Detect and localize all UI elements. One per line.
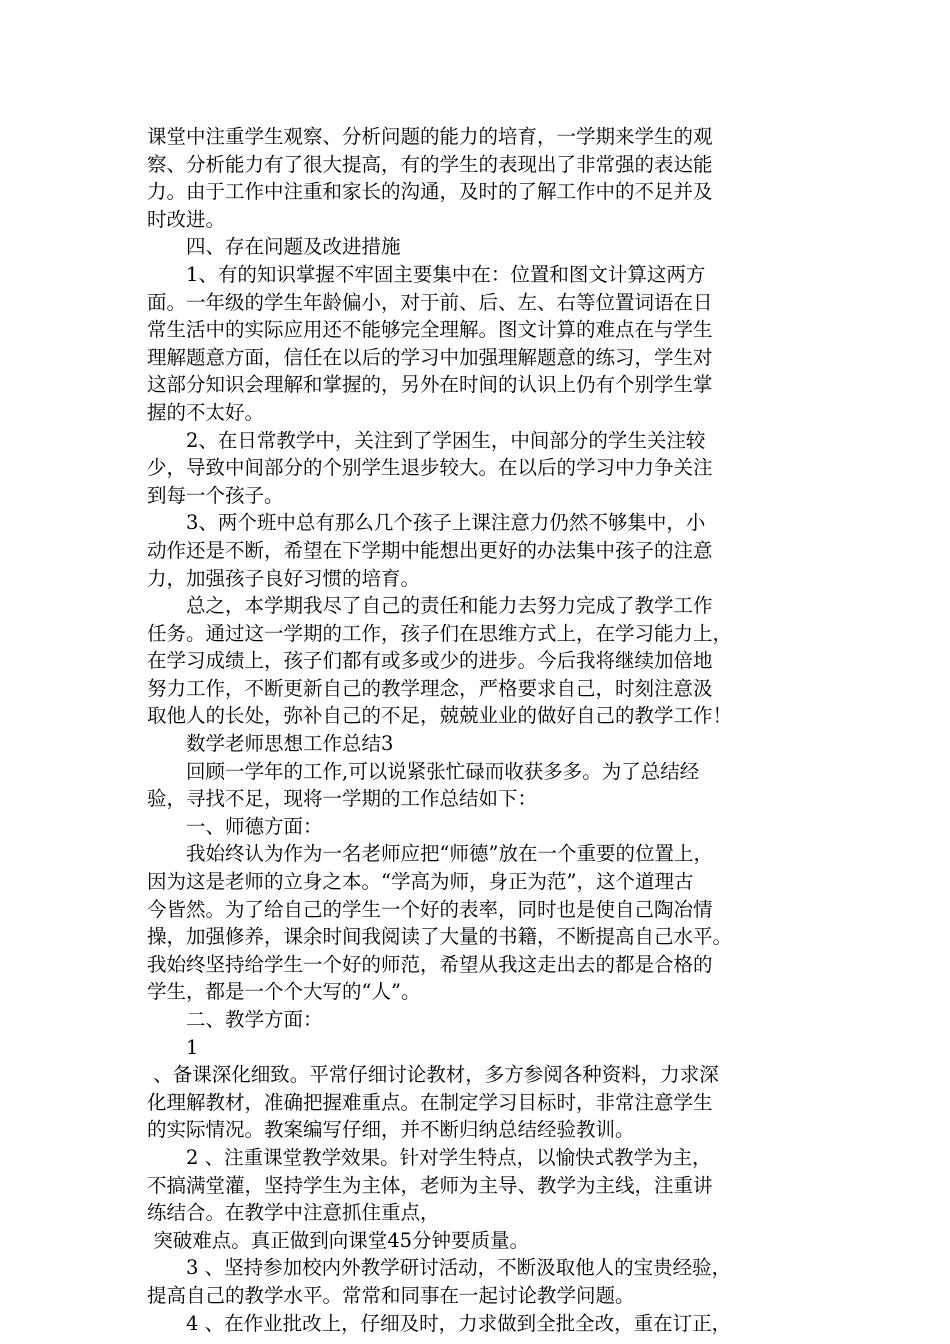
text-line: 今皆然。为了给自己的学生一个好的表率，同时也是使自己陶冶情 (147, 897, 713, 921)
text-line: 回顾一学年的工作,可以说紧张忙碌而收获多多。为了总结经 (147, 759, 700, 783)
text-line: 化理解教材，准确把握难重点。在制定学习目标时，非常注意学生 (147, 1090, 713, 1114)
text-line: 这部分知识会理解和掌握的，另外在时间的认识上仍有个别学生掌 (147, 373, 713, 397)
section-heading: 二、教学方面： (147, 1008, 323, 1031)
text-line: 3、两个班中总有那么几个孩子上课注意力仍然不够集中，小 (147, 511, 706, 535)
text-line: 课堂中注重学生观察、分析问题的能力的培育，一学期来学生的观 (147, 125, 713, 148)
text-line: 少，导致中间部分的个别学生退步较大。在以后的学习中力争关注 (147, 456, 713, 480)
text-line: 练结合。在教学中注意抓住重点， (147, 1201, 440, 1225)
text-line: 任务。通过这一学期的工作，孩子们在思维方式上，在学习能力上， (147, 621, 733, 645)
text-line: 时改进。 (147, 207, 226, 231)
text-line: 力。由于工作中注重和家长的沟通，及时的了解工作中的不足并及 (147, 180, 713, 204)
text-line: 提高自己的教学水平。常常和同事在一起讨论教学问题。 (147, 1283, 635, 1307)
text-line: 常生活中的实际应用还不能够完全理解。图文计算的难点在与学生 (147, 318, 713, 342)
section-heading: 四、存在问题及改进措施 (147, 235, 401, 259)
text-line: 察、分析能力有了很大提高，有的学生的表现出了非常强的表达能 (147, 152, 713, 176)
text-line: 验，寻找不足，现将一学期的工作总结如下： (147, 787, 538, 811)
text-line: 操，加强修养，课余时间我阅读了大量的书籍，不断提高自己水平。 (147, 925, 733, 949)
text-line: 、备课深化细致。平常仔细讨论教材，多方参阅各种资料，力求深 (147, 1063, 719, 1087)
text-line: 因为这是老师的立身之本。“学高为师，身正为范”，这个道理古 (147, 870, 694, 894)
text-line: 力，加强孩子良好习惯的培育。 (147, 566, 421, 590)
text-line: 学生，都是一个个大写的“人”。 (147, 980, 421, 1004)
text-line: 的实际情况。教案编写仔细，并不断归纳总结经验教训。 (147, 1118, 635, 1142)
text-line: 取他人的长处，弥补自己的不足，兢兢业业的做好自己的教学工作！ (147, 704, 733, 728)
text-line: 面。一年级的学生年龄偏小，对于前、后、左、右等位置词语在日 (147, 290, 713, 314)
text-line: 动作还是不断，希望在下学期中能想出更好的办法集中孩子的注意 (147, 538, 713, 562)
text-line: 不搞满堂灌，坚持学生为主体，老师为主导、教学为主线，注重讲 (147, 1173, 713, 1197)
text-line: 1 (147, 1035, 199, 1059)
text-line: 2 、注重课堂教学效果。针对学生特点，以愉快式教学为主， (147, 1145, 712, 1169)
text-line: 我始终坚持给学生一个好的师范，希望从我这走出去的都是合格的 (147, 952, 713, 976)
text-line: 1、有的知识掌握不牢固主要集中在：位置和图文计算这两方 (147, 262, 706, 286)
text-line: 总之，本学期我尽了自己的责任和能力去努力完成了教学工作 (147, 594, 713, 618)
text-line: 3 、坚持参加校内外教学研讨活动，不断汲取他人的宝贵经验， (147, 1256, 732, 1280)
text-line: 突破难点。真正做到向课堂45分钟要质量。 (147, 1228, 530, 1252)
text-line: 我始终认为作为一名老师应把“师德”放在一个重要的位置上， (147, 842, 713, 866)
text-line: 理解题意方面，信任在以后的学习中加强理解题意的练习，学生对 (147, 345, 713, 369)
section-title: 数学老师思想工作总结3 (147, 732, 394, 756)
text-line: 握的不太好。 (147, 400, 265, 424)
text-line: 在学习成绩上，孩子们都有或多或少的进步。今后我将继续加倍地 (147, 649, 713, 673)
text-line: 4 、在作业批改上，仔细及时，力求做到全批全改，重在订正， (147, 1311, 732, 1335)
text-line: 到每一个孩子。 (147, 483, 284, 507)
text-line: 努力工作，不断更新自己的教学理念，严格要求自己，时刻注意汲 (147, 676, 713, 700)
text-line: 2、在日常教学中，关注到了学困生，中间部分的学生关注较 (147, 428, 706, 452)
section-heading: 一、师德方面： (147, 814, 323, 838)
document-body (147, 123, 827, 1337)
